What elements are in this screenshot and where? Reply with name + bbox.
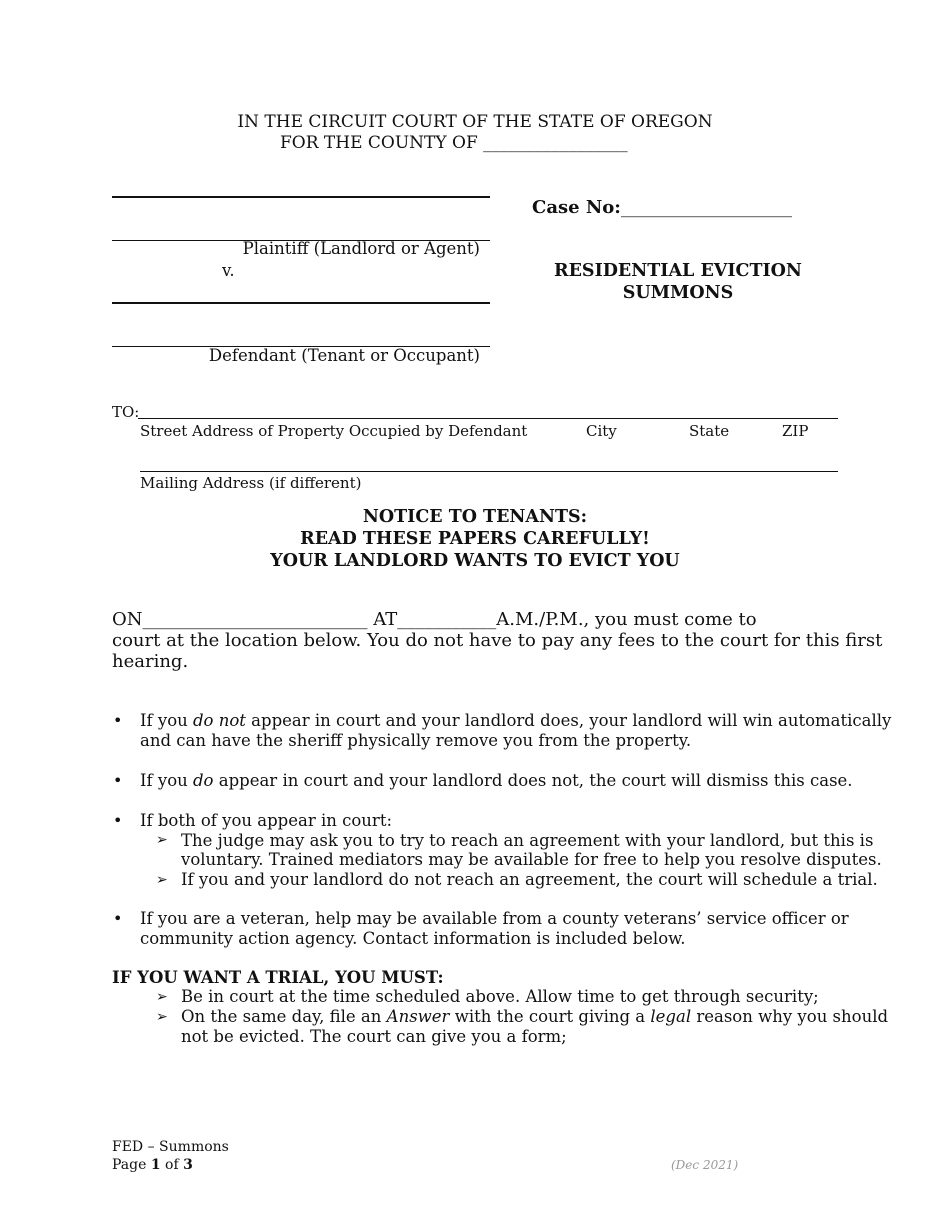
county-field[interactable]: _________________ — [483, 133, 628, 153]
arrow-bullet-icon: ➢ — [156, 1009, 168, 1025]
hearing-line3: hearing. — [112, 651, 189, 672]
hearing-line1: ON_________________________ AT___________A.M./P.M., you must come to — [112, 609, 757, 630]
footer-page-number: Page 1 of 3 — [112, 1157, 193, 1173]
plaintiff-name-line[interactable] — [112, 196, 490, 198]
trial-item-answer-line2: not be evicted. The court can give you a form; — [181, 1027, 567, 1046]
street-address-label: Street Address of Property Occupied by Defendant — [140, 422, 528, 440]
footer-revision-date: (Dec 2021) — [671, 1158, 739, 1172]
trial-item-answer: On the same day, file an Answer with the court giving a legal reason why you should — [181, 1007, 889, 1026]
mailing-address-line[interactable] — [140, 471, 838, 472]
bullet-icon: • — [113, 711, 123, 730]
bullet-icon: • — [113, 811, 123, 830]
bullet-veteran: If you are a veteran, help may be available from a county veterans’ service officer or — [140, 909, 849, 928]
street-address-line[interactable] — [138, 418, 838, 419]
sub-bullet-mediation-line2: voluntary. Trained mediators may be available for free to help you resolve disputes. — [181, 850, 882, 869]
footer-form-name: FED – Summons — [112, 1139, 229, 1155]
bullet-appear: If you do appear in court and your landlord does not, the court will dismiss this case. — [140, 771, 853, 790]
sub-bullet-mediation: The judge may ask you to try to reach an agreement with your landlord, but this is — [181, 831, 874, 850]
hearing-time-field[interactable]: ___________ — [397, 609, 497, 630]
court-heading-line1: IN THE CIRCUIT COURT OF THE STATE OF OREGON — [237, 112, 713, 132]
case-number: Case No:___________________ — [532, 197, 792, 218]
bullet-no-appear-line2: and can have the sheriff physically remove you from the property. — [140, 731, 692, 750]
state-label: State — [689, 422, 730, 440]
bullet-no-appear: If you do not appear in court and your landlord does, your landlord will win automatically — [140, 711, 892, 730]
bullet-icon: • — [113, 909, 123, 928]
defendant-name-line[interactable] — [112, 302, 490, 304]
mailing-address-label: Mailing Address (if different) — [140, 474, 362, 492]
defendant-label: Defendant (Tenant or Occupant) — [208, 346, 480, 365]
hearing-line2: court at the location below. You do not have to pay any fees to the court for this first — [112, 630, 883, 651]
to-label: TO: — [112, 403, 140, 421]
arrow-bullet-icon: ➢ — [156, 832, 168, 848]
bullet-veteran-line2: community action agency. Contact information is included below. — [140, 929, 686, 948]
trial-heading: IF YOU WANT A TRIAL, YOU MUST: — [112, 968, 444, 987]
case-number-label: Case No: — [532, 197, 621, 218]
court-heading-line2 — [280, 133, 628, 154]
arrow-bullet-icon: ➢ — [156, 872, 168, 888]
county-label: FOR THE COUNTY OF — [280, 133, 478, 153]
zip-label: ZIP — [782, 422, 809, 440]
bullet-both-appear: If both of you appear in court: — [140, 811, 393, 830]
plaintiff-label: Plaintiff (Landlord or Agent) — [242, 239, 480, 258]
document-title: RESIDENTIAL EVICTION SUMMONS — [554, 261, 802, 303]
bullet-icon: • — [113, 771, 123, 790]
case-number-field[interactable]: __________________ — [620, 197, 783, 218]
versus-label: v. — [222, 261, 235, 280]
arrow-bullet-icon: ➢ — [156, 989, 168, 1005]
city-label: City — [586, 422, 617, 440]
trial-item-security: Be in court at the time scheduled above. Allow time to get through security; — [181, 987, 819, 1006]
sub-bullet-trial: If you and your landlord do not reach an agreement, the court will schedule a trial. — [181, 870, 878, 889]
notice-heading: NOTICE TO TENANTS: READ THESE PAPERS CAREFULLY! YOUR LANDLORD WANTS TO EVICT YOU — [270, 507, 680, 571]
hearing-date-field[interactable]: ________________________ — [142, 609, 359, 630]
